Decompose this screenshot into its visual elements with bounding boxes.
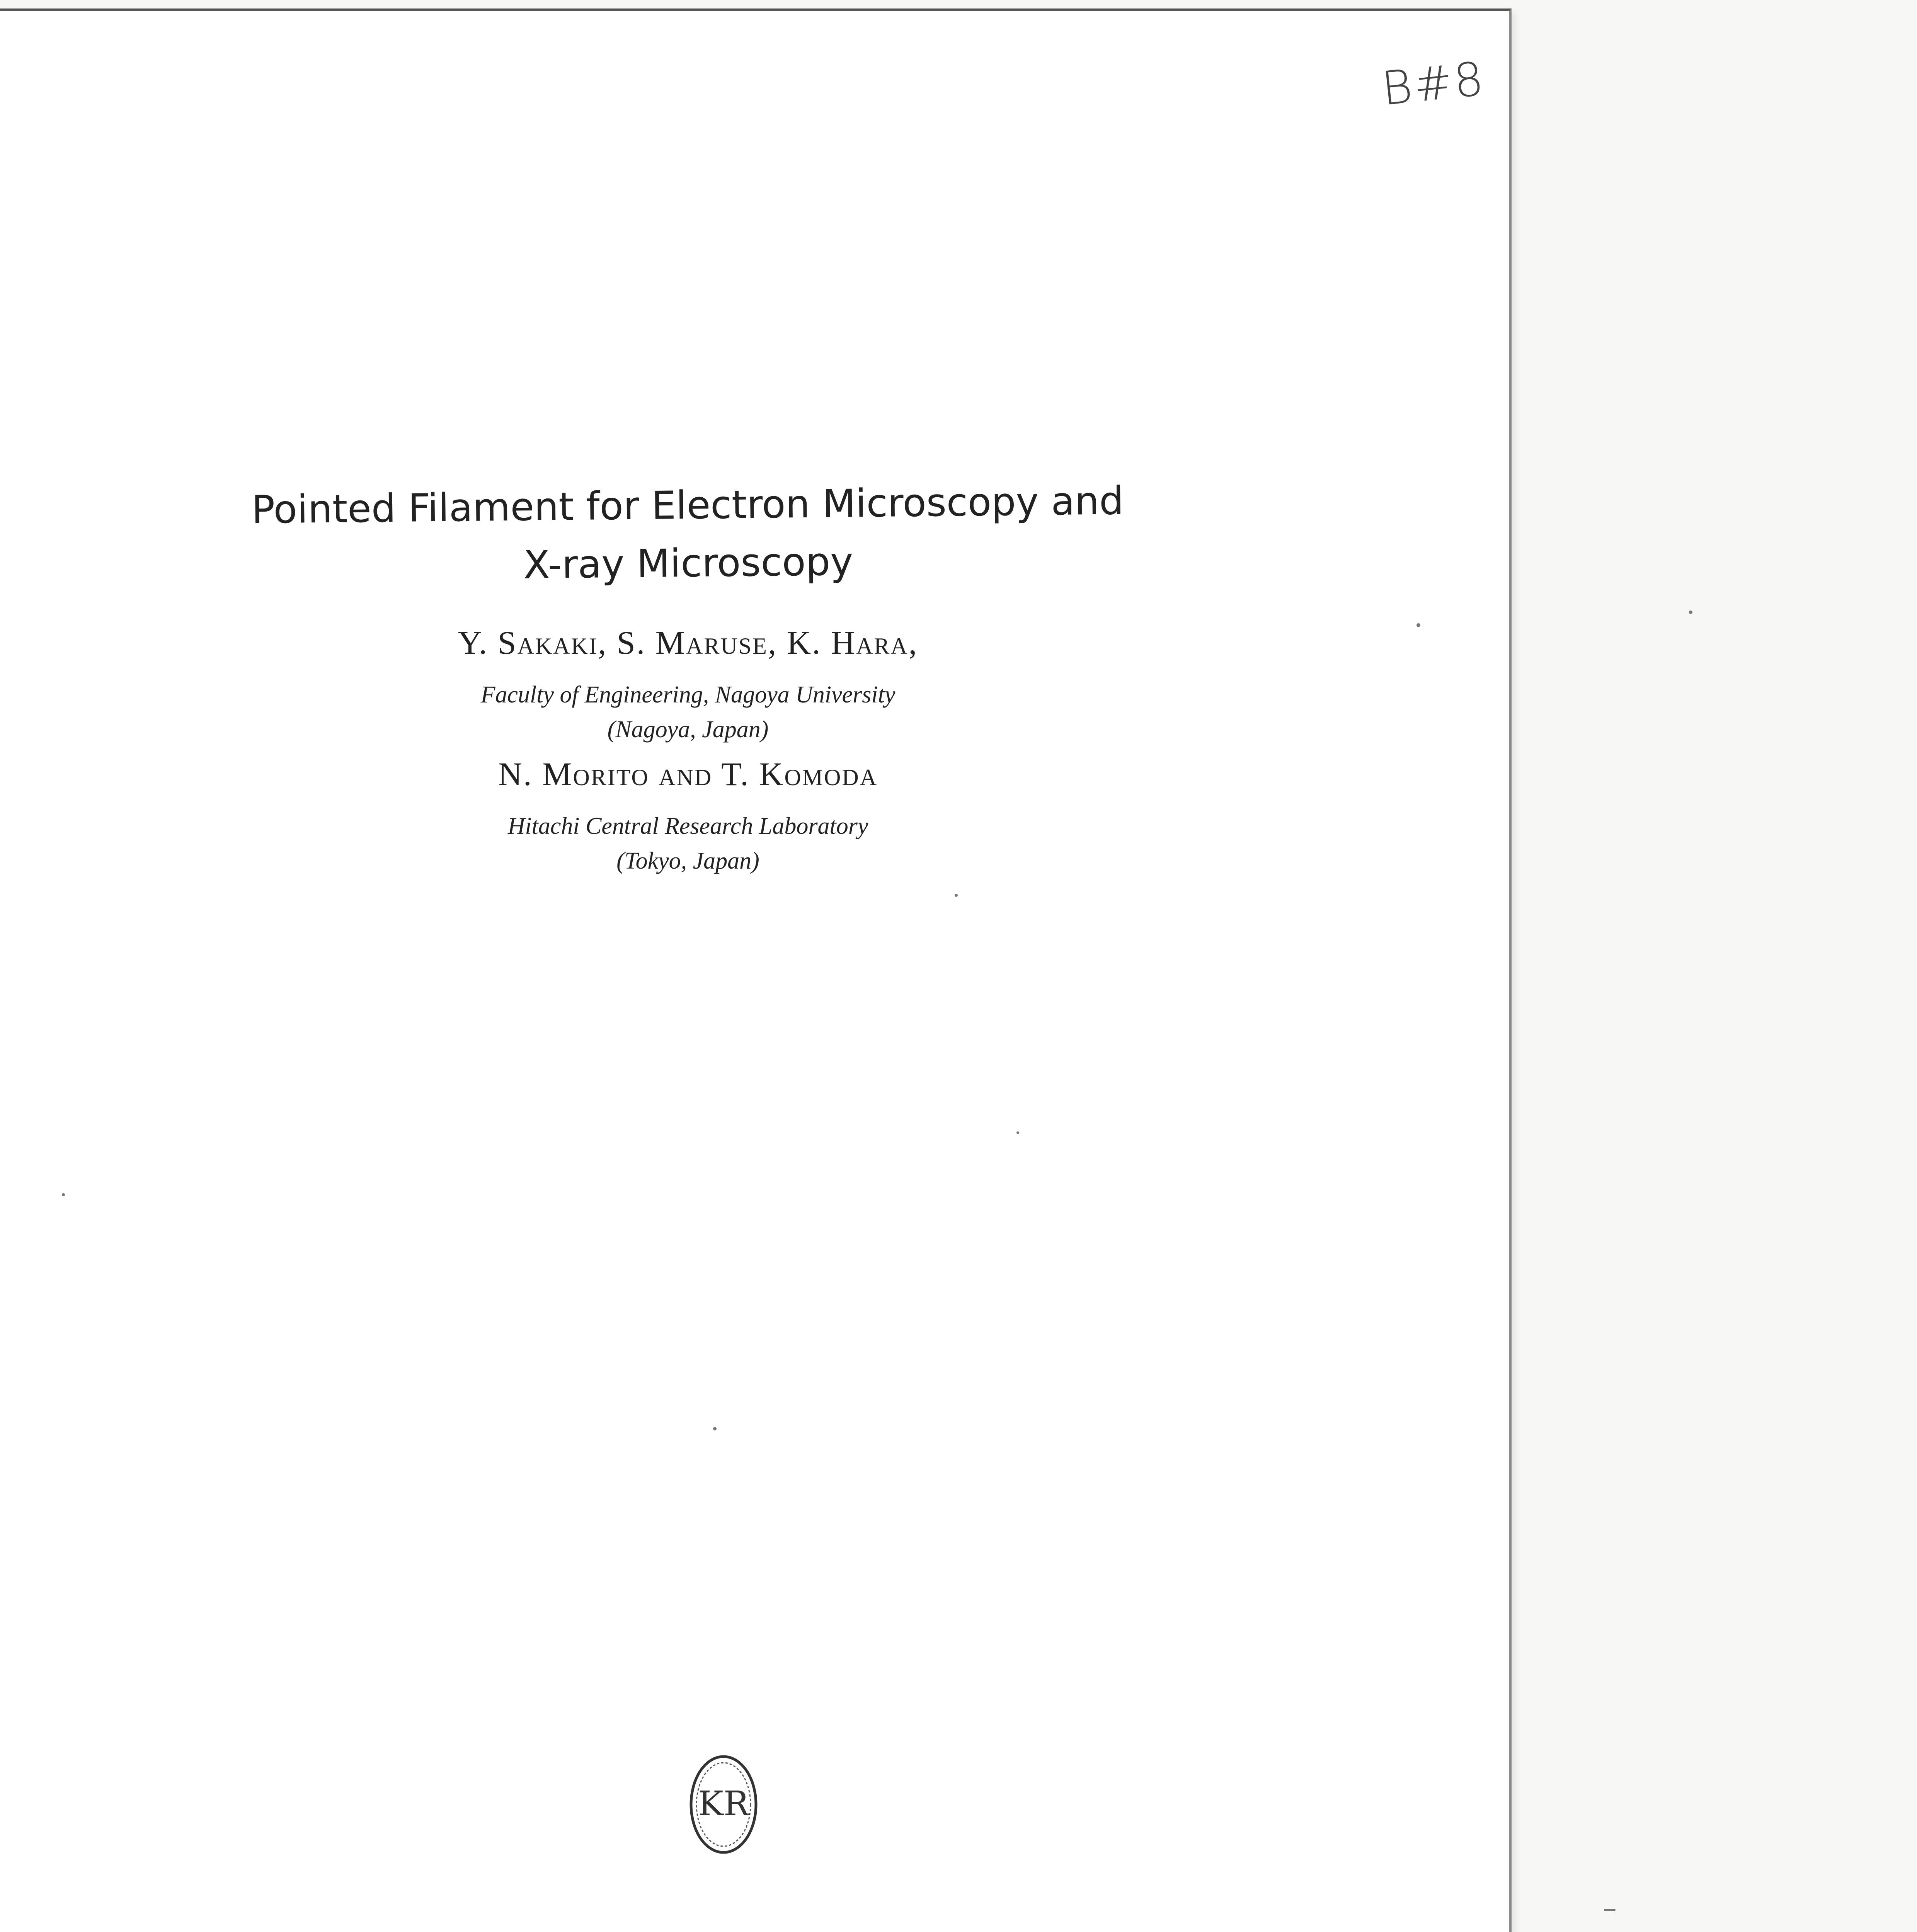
authors-group-2: N. Morito and T. Komoda: [498, 755, 878, 793]
authors-group-1: Y. Sakaki, S. Maruse, K. Hara,: [458, 624, 918, 661]
dust-speck: [1416, 623, 1420, 627]
paper-title-line-2: X-ray Microscopy: [523, 539, 853, 588]
affiliation-2-line-1: Hitachi Central Research Laboratory: [507, 813, 868, 839]
dust-speck: [713, 1427, 717, 1430]
paper-title: [231, 472, 1144, 597]
handwritten-catalog-note: B#8: [1379, 52, 1488, 116]
dust-speck: [1016, 1131, 1019, 1134]
affiliation-1: [271, 677, 1105, 747]
dust-speck: [62, 1193, 65, 1196]
affiliation-1-line-2: (Nagoya, Japan): [607, 716, 769, 743]
affiliation-1-line-1: Faculty of Engineering, Nagoya University: [480, 682, 896, 708]
dust-speck: [955, 894, 958, 897]
paper-sheet: [0, 9, 1512, 1932]
paper-title-line-1: Pointed Filament for Electron Microscopy and: [251, 478, 1124, 532]
dust-speck: [1689, 611, 1692, 614]
affiliation-2: [271, 809, 1105, 878]
dust-speck: [1604, 1909, 1616, 1911]
publisher-seal-icon: [688, 1753, 759, 1856]
affiliation-2-line-2: (Tokyo, Japan): [616, 848, 759, 874]
publisher-seal-text: KR: [698, 1784, 749, 1823]
